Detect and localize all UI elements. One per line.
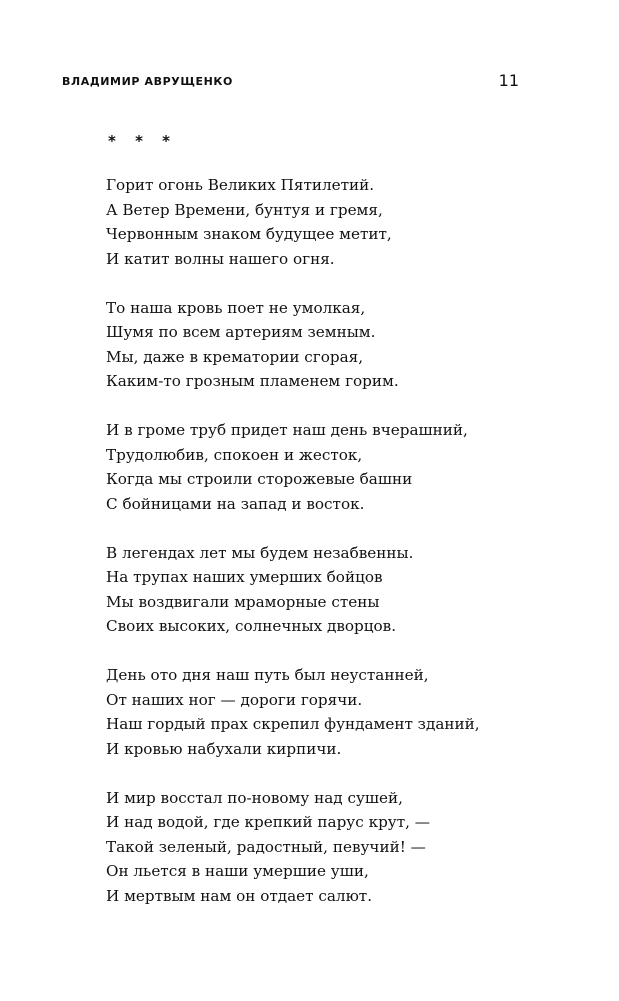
poem-line: От наших ног — дороги горячи.	[106, 690, 363, 709]
poem-line: И катит волны нашего огня.	[106, 249, 335, 268]
running-head-author: ВЛАДИМИР АВРУЩЕНКО	[62, 75, 233, 88]
poem-line: Своих высоких, солнечных дворцов.	[106, 617, 397, 635]
poem-line: Шумя по всем артериям земным.	[106, 323, 376, 341]
page-number: 11	[498, 71, 519, 90]
poem-line: А Ветер Времени, бунтуя и гремя,	[106, 200, 383, 219]
stanza-4	[106, 541, 526, 639]
poem-line: Наш гордый прах скрепил фундамент зданий,	[106, 715, 480, 733]
poem-line: День ото дня наш путь был неустанней,	[106, 666, 429, 684]
stanza-1	[106, 173, 526, 271]
poem-line: Горит огонь Великих Пятилетий.	[106, 176, 375, 194]
poem-line: И мертвым нам он отдает салют.	[106, 886, 373, 905]
poem-line: Мы, даже в крематории сгорая,	[106, 347, 364, 366]
poem-line: И кровью набухали кирпичи.	[106, 739, 342, 758]
poem-line: То наша кровь поет не умолкая,	[106, 298, 366, 317]
poem-line: Каким-то грозным пламенем горим.	[106, 372, 399, 390]
stanza-6	[106, 786, 526, 909]
poem-line: Трудолюбив, спокоен и жесток,	[106, 445, 363, 464]
stanza-3	[106, 418, 526, 516]
poem-line: И над водой, где крепкий парус крут, —	[106, 813, 430, 831]
poem-line: С бойницами на запад и восток.	[106, 494, 365, 513]
poem-body	[106, 173, 526, 933]
stanza-separator: * * *	[108, 132, 177, 150]
poem-line: Он льется в наши умершие уши,	[106, 862, 369, 880]
stanza-5	[106, 663, 526, 761]
poem-line: На трупах наших умерших бойцов	[106, 568, 383, 586]
poem-line: В легендах лет мы будем незабвенны.	[106, 543, 414, 562]
stanza-2	[106, 296, 526, 394]
poem-line: Такой зеленый, радостный, певучий! —	[106, 837, 426, 856]
poem-line: И в громе труб придет наш день вчерашний,	[106, 421, 468, 439]
poem-line: И мир восстал по-новому над сушей,	[106, 788, 403, 807]
poem-line: Когда мы строили сторожевые башни	[106, 470, 413, 488]
poem-line: Мы воздвигали мраморные стены	[106, 592, 380, 611]
poem-line: Червонным знаком будущее метит,	[106, 225, 392, 243]
